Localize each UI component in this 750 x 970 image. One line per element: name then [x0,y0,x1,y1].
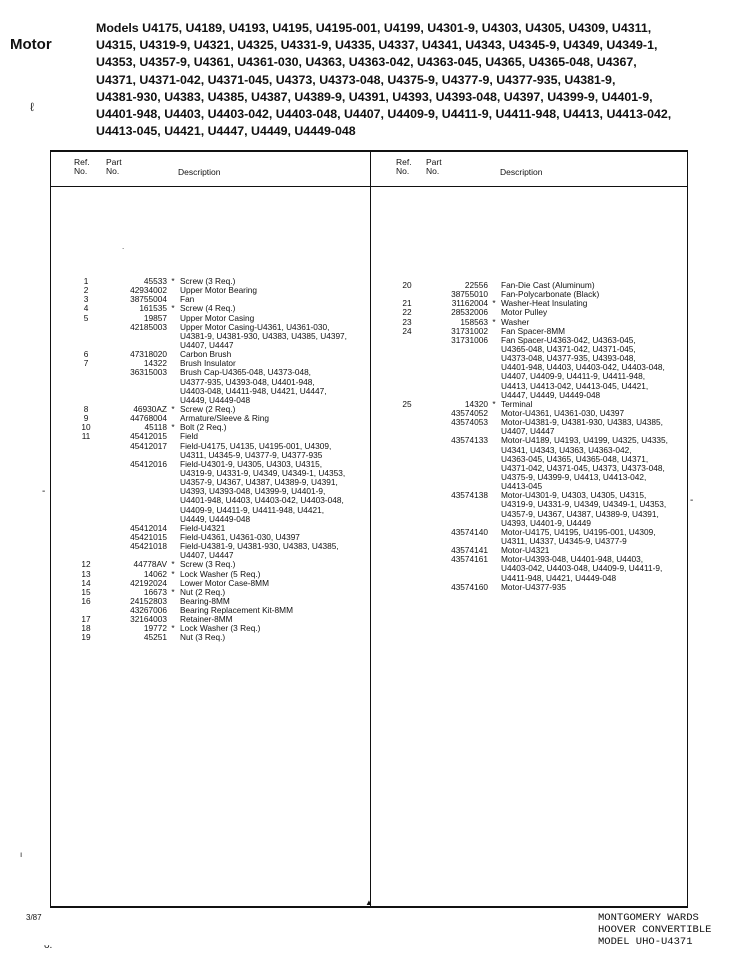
part-number: 42934002 [130,285,167,296]
header-rule [50,186,688,187]
ref-number: 25 [402,398,412,409]
model-line: U4413-045, U4421, U4447, U4449, U4449-048 [96,124,356,139]
part-description: Motor-U4381-9, U4381-930, U4383, U4385, [501,417,663,428]
ref-number: 12 [81,559,91,570]
ref-number: 20 [402,280,412,290]
part-description: Fan Spacer-U4363-042, U4363-045, [501,334,636,345]
replacement-mark: * [171,303,175,314]
model-line: U4381-930, U4383, U4385, U4387, U4389-9, U4391, U4393, U4393-048, U4397, U4399-9, U4401-9, [96,89,653,104]
part-description: U4411-948, U4421, U4449-048 [501,572,617,583]
left-parts-list [74,277,370,643]
ref-number: 10 [81,422,91,433]
part-description: Brush Insulator [180,358,236,369]
header-part: Part No. [106,157,122,176]
part-number: 14322 [143,358,167,369]
part-description: U4357-9, U4367, U4387, U4389-9, U4391, [180,477,338,488]
ref-number: 11 [81,431,91,442]
part-description: Fan-Die Cast (Aluminum) [501,280,595,290]
part-number: 45251 [143,632,167,643]
part-description: U4407, U4447 [501,426,555,437]
replacement-mark: * [492,398,496,409]
part-description: Fan Spacer-8MM [501,325,566,336]
part-number: 43574053 [451,417,488,428]
part-description: Upper Motor Bearing [180,285,258,296]
part-description: Motor-U4361, U4361-030, U4397 [501,407,625,418]
part-description: Field-U4361, U4361-030, U4397 [180,531,300,542]
part-description: U4401-948, U4403, U4403-042, U4403-048, [501,362,665,373]
part-description: Carbon Brush [180,349,232,360]
part-number: 38755004 [130,294,167,305]
part-description: Nut (3 Req.) [180,632,226,643]
part-description: Fan-Polycarbonate (Black) [501,289,600,300]
part-description: Field-U4301-9, U4305, U4303, U4315, [180,458,323,469]
model-line: U4401-948, U4403, U4403-042, U4403-048, U4407, U4409-9, U4411-9, U4411-948, U4413, U4413-042, [96,107,672,122]
part-number: 45421015 [130,531,167,542]
part-number: 45421018 [130,541,167,552]
binding-tick: ▲ [365,898,373,907]
part-number: 43574052 [451,407,488,418]
part-number: 47318020 [130,349,167,360]
part-number: 45412015 [130,431,167,442]
part-number: 44768004 [130,413,167,424]
part-description: U4403-042, U4403-048, U4409-9, U4411-9, [501,563,663,574]
ref-number: 13 [81,568,91,579]
part-number: 31731006 [451,334,488,345]
part-description: U4409-9, U4411-9, U4411-948, U4421, [180,504,325,515]
part-number: 31731002 [451,325,488,336]
ref-number: 4 [83,303,89,314]
ref-number: 7 [83,358,89,369]
part-description: U4377-935, U4393-048, U4401-948, [180,376,315,387]
part-row [74,286,370,295]
part-number: 43574133 [451,435,488,446]
stamp-line: MODEL UHO-U4371 [598,936,693,948]
part-description: U4341, U4343, U4363, U4363-042, [501,444,632,455]
part-description: U4365-048, U4371-042, U4371-045, [501,343,636,354]
part-number: 43574140 [451,526,488,537]
part-description: Fan [180,294,195,305]
part-description: Motor-U4393-048, U4401-948, U4403, [501,554,644,565]
part-description: U4447, U4449, U4449-048 [501,389,601,400]
ref-number: 15 [81,586,91,597]
section-title: Motor [10,36,52,53]
part-number: 24152803 [130,595,167,606]
part-description: U4311, U4345-9, U4377-9, U4377-935 [180,449,323,460]
parts-table [50,150,688,908]
part-description: U4407, U4447 [180,339,234,350]
part-number: 22556 [464,280,488,290]
ref-number: 6 [83,349,89,360]
part-description: Armature/Sleeve & Ring [180,413,270,424]
part-description: U4373-048, U4377-935, U4393-048, [501,353,636,364]
part-description: Bolt (2 Req.) [180,422,227,433]
part-number: 36315003 [130,367,167,378]
table-border [687,152,688,906]
part-description: Brush Cap-U4365-048, U4373-048, [180,367,311,378]
part-description: U4413-045 [501,481,543,492]
part-description: Bearing-8MM [180,595,230,606]
part-description: U4401-948, U4403, U4403-042, U4403-048, [180,495,344,506]
part-row [395,391,685,400]
binding-tick: ı [20,850,23,859]
part-row [74,633,370,642]
part-number: 43574141 [451,545,488,556]
part-number: 45412017 [130,440,167,451]
replacement-mark: * [171,276,175,286]
part-description: Field [180,431,198,442]
part-description: Terminal [501,398,533,409]
part-number: 38755010 [451,289,488,300]
part-number: 158563 [460,316,488,327]
part-description: Screw (4 Req.) [180,303,236,314]
replacement-mark: * [171,559,175,570]
part-row [395,308,685,317]
binding-tick: - [690,495,694,506]
part-number: 19772 [143,623,167,634]
replacement-mark: * [171,422,175,433]
part-number: 31162004 [451,298,488,309]
part-description: U4449, U4449-048 [180,394,251,405]
part-description: U4319-9, U4331-9, U4349, U4349-1, U4353, [501,499,667,510]
part-description: Motor-U4189, U4193, U4199, U4325, U4335, [501,435,668,446]
part-description: U4393, U4401-9, U4449 [501,517,591,528]
part-description: Upper Motor Casing-U4361, U4361-030, [180,321,330,332]
part-description: U4413, U4413-042, U4413-045, U4421, [501,380,649,391]
part-number: 45412016 [130,458,167,469]
ref-number: 1 [83,276,89,286]
part-description: Field-U4321 [180,522,226,533]
part-number: 42185003 [130,321,167,332]
ref-number: 17 [81,614,91,625]
part-description: Lock Washer (5 Req.) [180,568,261,579]
part-description: U4403-048, U4411-948, U4421, U4447, [180,385,327,396]
part-number: 45118 [144,422,167,433]
part-description: Field-U4381-9, U4381-930, U4383, U4385, [180,541,339,552]
part-description: Lower Motor Case-8MM [180,577,269,588]
header-description: Description [500,167,543,177]
part-description: Screw (3 Req.) [180,276,236,286]
ref-number: 24 [402,325,412,336]
binding-tick: - [42,486,46,497]
header-ref: Ref. No. [74,157,90,176]
part-description: U4319-9, U4331-9, U4349, U4349-1, U4353, [180,467,346,478]
ref-number: 18 [81,623,91,634]
catalog-stamp [598,912,711,948]
model-line: U4315, U4319-9, U4321, U4325, U4331-9, U4335, U4337, U4341, U4343, U4345-9, U4349, U4349-1, [96,38,658,53]
ref-number: 2 [83,285,89,296]
part-description: Upper Motor Casing [180,312,255,323]
part-description: Screw (2 Req.) [180,403,236,414]
ref-number: 19 [81,632,91,643]
part-number: 43574138 [451,490,488,501]
margin-mark: ℓ [30,100,34,114]
part-number: 14062 [143,568,167,579]
replacement-mark: * [492,316,496,327]
ref-number: 16 [81,595,91,606]
part-description: Motor-U4321 [501,545,550,556]
replacement-mark: * [171,568,175,579]
model-line: Models U4175, U4189, U4193, U4195, U4195-001, U4199, U4301-9, U4303, U4305, U4309, U4311, [96,21,652,35]
margin-mark: ᴗ. [44,940,53,951]
part-row [74,423,370,432]
ref-number: 14 [81,577,91,588]
part-number: 19857 [143,312,167,323]
part-description: U4311, U4337, U4345-9, U4377-9 [501,535,627,546]
replacement-mark: * [171,623,175,634]
header-part: Part No. [426,157,442,176]
part-description: Motor-U4175, U4195, U4195-001, U4309, [501,526,656,537]
model-list [96,20,741,140]
part-number: 45533 [143,276,167,286]
ref-number: 22 [402,307,412,318]
part-description: Washer [501,316,530,327]
column-divider [370,152,371,906]
part-number: 43267006 [130,605,167,616]
part-description: U4363-045, U4365, U4365-048, U4371, [501,453,649,464]
part-description: Motor-U4377-935 [501,581,567,592]
part-description: U4357-9, U4367, U4387, U4389-9, U4391, [501,508,659,519]
part-number: 45412014 [130,522,167,533]
part-description: Field-U4175, U4135, U4195-001, U4309, [180,440,332,451]
model-line: U4353, U4357-9, U4361, U4361-030, U4363, U4363-042, U4363-045, U4365, U4365-048, U4367, [96,55,637,70]
part-description: Lock Washer (3 Req.) [180,623,261,634]
model-line: U4371, U4371-042, U4371-045, U4373, U4373-048, U4375-9, U4377-9, U4377-935, U4381-9, [96,72,616,87]
part-number: 44778AV [133,559,167,570]
stamp-line: HOOVER CONVERTIBLE [598,924,712,936]
ref-number: 21 [402,298,412,309]
table-border [50,152,51,906]
ref-number: 9 [83,413,89,424]
header-ref: Ref. No. [396,157,412,176]
replacement-mark: * [171,586,175,597]
part-description: U4407, U4409-9, U4411-9, U4411-948, [501,371,646,382]
replacement-mark: * [171,403,175,414]
part-number: 43574160 [451,581,488,592]
part-number: 14320 [464,398,488,409]
part-number: 28532006 [451,307,488,318]
part-number: 16673 [143,586,167,597]
part-number: 32164003 [130,614,167,625]
part-description: Motor Pulley [501,307,548,318]
right-parts-list [395,281,685,592]
part-description: Nut (2 Req.) [180,586,226,597]
part-description: Screw (3 Req.) [180,559,236,570]
part-number: 42192024 [130,577,167,588]
ref-number: 8 [83,403,89,414]
part-description: U4393, U4393-048, U4399-9, U4401-9, [180,486,326,497]
ref-number: 23 [402,316,412,327]
part-description: U4371-042, U4371-045, U4373, U4373-048, [501,462,665,473]
part-description: Washer-Heat Insulating [501,298,588,309]
margin-mark: . [122,242,125,251]
part-description: Motor-U4301-9, U4303, U4305, U4315, [501,490,647,501]
part-number: 43574161 [451,554,488,565]
ref-number: 3 [83,294,89,305]
part-number: 161535 [139,303,167,314]
part-description: U4407, U4447 [180,550,234,561]
stamp-line: MONTGOMERY WARDS [598,912,699,924]
part-description: U4375-9, U4399-9, U4413, U4413-042, [501,471,647,482]
part-number: 46930AZ [133,403,167,414]
part-description: U4449, U4449-048 [180,513,251,524]
part-description: Retainer-8MM [180,614,233,625]
part-row [395,583,685,592]
header-description: Description [178,167,221,177]
ref-number: 5 [83,312,89,323]
part-description: U4381-9, U4381-930, U4383, U4385, U4397, [180,330,347,341]
footer-date: 3/87 [26,913,42,922]
replacement-mark: * [492,298,496,309]
part-description: Bearing Replacement Kit-8MM [180,605,293,616]
